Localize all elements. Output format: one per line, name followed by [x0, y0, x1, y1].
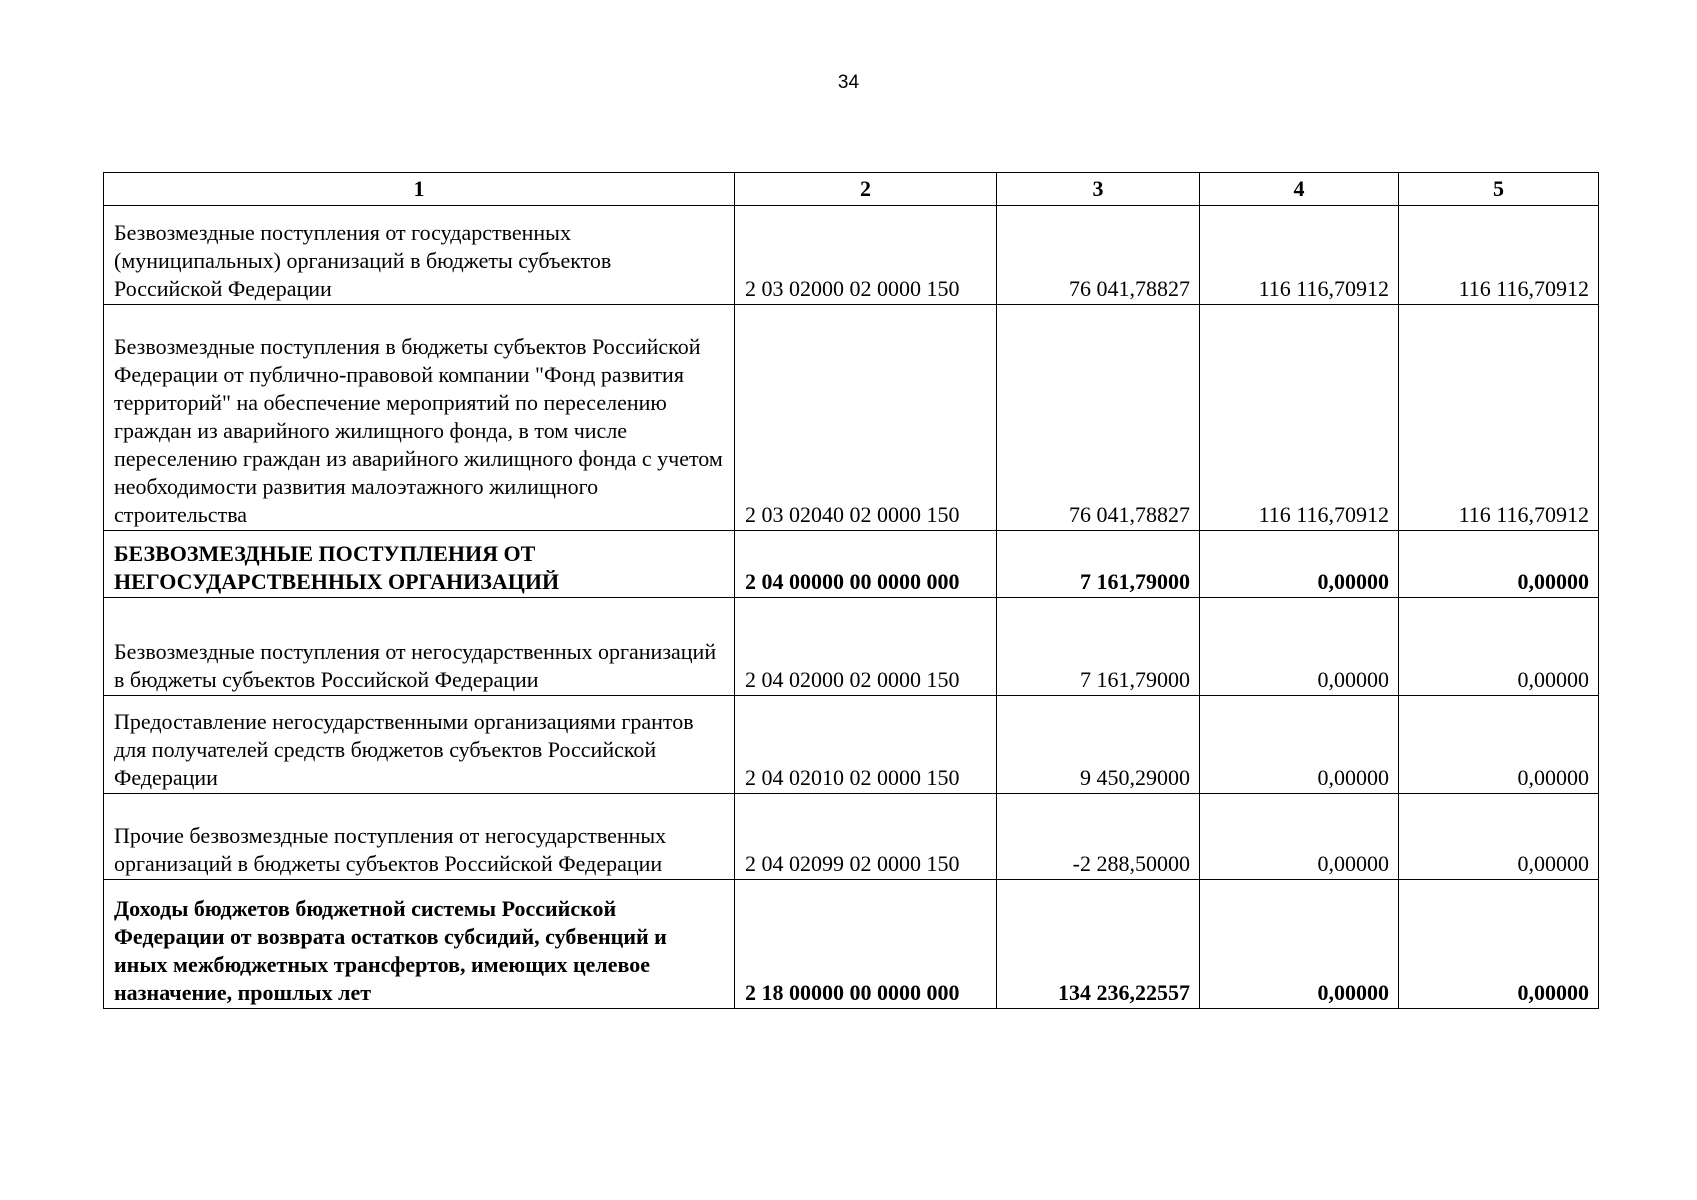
- row-value-col4: 0,00000: [1200, 531, 1399, 598]
- row-value-col5: 0,00000: [1399, 880, 1599, 1009]
- column-header-2: 2: [735, 173, 997, 206]
- row-value-col3: 134 236,22557: [997, 880, 1200, 1009]
- row-code: 2 04 02099 02 0000 150: [735, 794, 997, 880]
- row-value-col4: 116 116,70912: [1200, 206, 1399, 305]
- row-value-col3: -2 288,50000: [997, 794, 1200, 880]
- table-row: [104, 305, 1599, 531]
- revenue-table: [103, 172, 1599, 1009]
- row-value-col5: 0,00000: [1399, 598, 1599, 696]
- row-value-col3: 9 450,29000: [997, 696, 1200, 794]
- column-header-5: 5: [1399, 173, 1599, 206]
- row-code: 2 03 02040 02 0000 150: [735, 305, 997, 531]
- table-row: [104, 696, 1599, 794]
- row-value-col3: 76 041,78827: [997, 305, 1200, 531]
- row-name: Безвозмездные поступления от негосударственных организаций в бюджеты субъектов Российской Федерации: [104, 598, 735, 696]
- row-value-col5: 0,00000: [1399, 794, 1599, 880]
- row-name: БЕЗВОЗМЕЗДНЫЕ ПОСТУПЛЕНИЯ ОТ НЕГОСУДАРСТВЕННЫХ ОРГАНИЗАЦИЙ: [104, 531, 735, 598]
- table-row-section-total: [104, 880, 1599, 1009]
- row-value-col4: 0,00000: [1200, 598, 1399, 696]
- row-value-col3: 7 161,79000: [997, 598, 1200, 696]
- row-code: 2 04 02000 02 0000 150: [735, 598, 997, 696]
- column-header-4: 4: [1200, 173, 1399, 206]
- row-value-col4: 116 116,70912: [1200, 305, 1399, 531]
- row-code: 2 04 02010 02 0000 150: [735, 696, 997, 794]
- table-row-section-total: [104, 531, 1599, 598]
- table-row: [104, 206, 1599, 305]
- page-number: 34: [837, 72, 860, 93]
- row-value-col4: 0,00000: [1200, 880, 1399, 1009]
- column-header-3: 3: [997, 173, 1200, 206]
- row-value-col5: 116 116,70912: [1399, 206, 1599, 305]
- row-name: Безвозмездные поступления в бюджеты субъектов Российской Федерации от публично-правовой компании "Фонд развития территорий" на обеспечение мероприятий по переселению граждан из аварийного жилищного фонда, в том числе переселению граждан из аварийного жилищного фонда с учетом необходимости развития малоэтажного жилищного строительства: [104, 305, 735, 531]
- row-value-col3: 7 161,79000: [997, 531, 1200, 598]
- row-value-col4: 0,00000: [1200, 696, 1399, 794]
- row-name: Безвозмездные поступления от государственных (муниципальных) организаций в бюджеты субъектов Российской Федерации: [104, 206, 735, 305]
- column-header-1: 1: [104, 173, 735, 206]
- row-value-col4: 0,00000: [1200, 794, 1399, 880]
- row-code: 2 18 00000 00 0000 000: [735, 880, 997, 1009]
- row-value-col3: 76 041,78827: [997, 206, 1200, 305]
- row-name: Предоставление негосударственными организациями грантов для получателей средств бюджетов субъектов Российской Федерации: [104, 696, 735, 794]
- row-name: Прочие безвозмездные поступления от негосударственных организаций в бюджеты субъектов Российской Федерации: [104, 794, 735, 880]
- table-row: [104, 598, 1599, 696]
- row-code: 2 04 00000 00 0000 000: [735, 531, 997, 598]
- row-code: 2 03 02000 02 0000 150: [735, 206, 997, 305]
- row-value-col5: 0,00000: [1399, 531, 1599, 598]
- table-header-row: [104, 173, 1599, 206]
- row-name: Доходы бюджетов бюджетной системы Российской Федерации от возврата остатков субсидий, субвенций и иных межбюджетных трансфертов, имеющих целевое назначение, прошлых лет: [104, 880, 735, 1009]
- row-value-col5: 0,00000: [1399, 696, 1599, 794]
- row-value-col5: 116 116,70912: [1399, 305, 1599, 531]
- table-row: [104, 794, 1599, 880]
